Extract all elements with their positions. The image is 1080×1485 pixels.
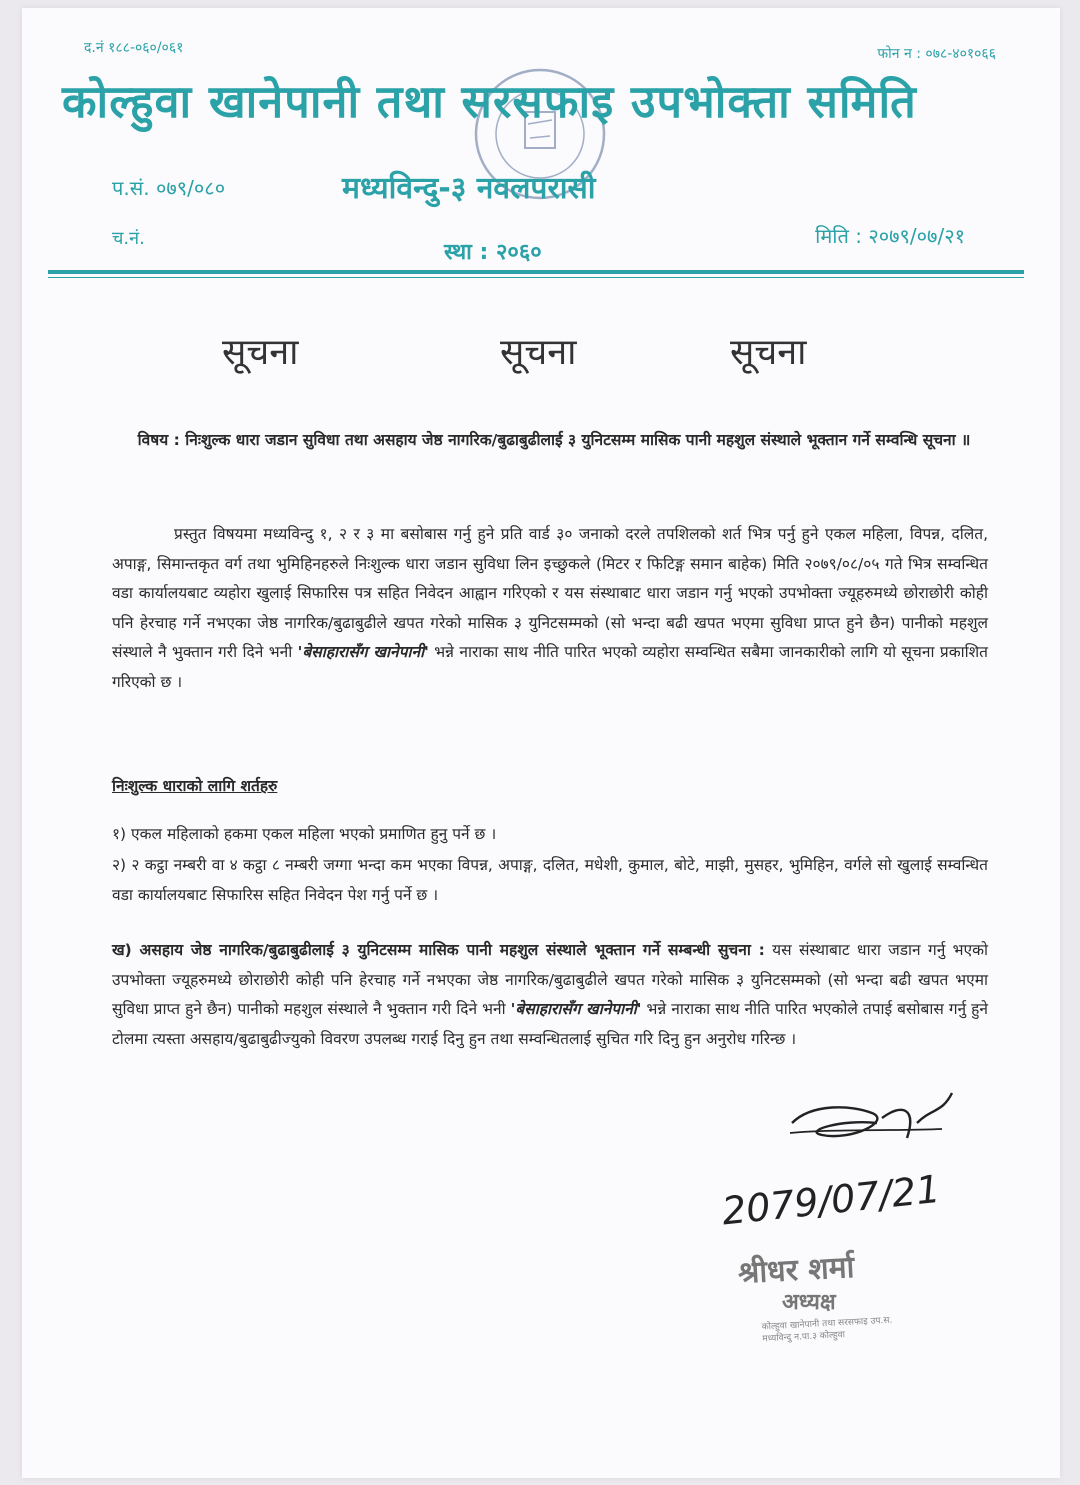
established-year: स्था : २०६०	[444, 240, 542, 265]
phone-number: फोन न : ०७८-४०१०६६	[877, 46, 996, 62]
organization-name: कोल्हुवा खानेपानी तथा सरसफाइ उपभोक्ता समिति	[62, 75, 917, 128]
signer-name: श्रीधर शर्मा	[737, 1249, 856, 1292]
registration-number: द.नं १८८-०६०/०६१	[84, 40, 184, 56]
dispatch-number: च.नं.	[112, 228, 145, 249]
slogan: 'बेसाहारासँग खानेपानी'	[297, 643, 429, 661]
conditions-title: निःशुल्क धाराको लागि शर्तहरु	[112, 777, 278, 795]
subject-line: विषय : निःशुल्क धारा जडान सुविधा तथा असहाय जेष्ठ नागरिक/बुढाबुढीलाई ३ युनिटसम्म मासिक पानी महशुल संस्थाले भूक्तान गर्ने सम्वन्धि सूचना ॥	[137, 431, 971, 449]
body-paragraph: प्रस्तुत विषयमा मध्यविन्दु १, २ र ३ मा बसोबास गर्नु हुने प्रति वार्ड ३० जनाको दरले तपशिलको शर्त भित्र पर्नु हुने एकल महिला, विपन्न, दलित, अपाङ्ग, सिमान्तकृत वर्ग तथा भुमिहिनहरुले निःशुल्क धारा जडान सुविधा लिन इच्छुकले (मिटर र फिटिङ्ग समान बाहेक) मिति २०७९/०८/०५ गते भित्र सम्वन्धित वडा कार्यालयबाट व्यहोरा खुलाई सिफारिस पत्र सहित निवेदन आह्वान गरिएको र यस संस्थाबाट धारा जडान गर्नु भएको उपभोक्ता ज्यूहरुमध्ये छोराछोरी कोही पनि हेरचाह गर्ने नभएका जेष्ठ नागरिक/बुढाबुढीले खपत गरेको मासिक ३ युनिटसम्मको (सो भन्दा बढी खपत भएमा सुविधा प्राप्त हुने छैन) पानीको महशुल संस्थाले नै भुक्तान गरी दिने भनी 'बेसाहारासँग खानेपानी' भन्ने नाराका साथ नीति पारित भएको व्यहोरा सम्वन्धित सबैमा जानकारीको लागि यो सूचना प्रकाशित गरिएको छ ।	[112, 525, 989, 691]
header-divider	[48, 270, 1024, 274]
signer-title: अध्यक्ष	[782, 1290, 836, 1315]
notice-heading: सूचना	[222, 332, 299, 373]
letter-page	[22, 8, 1060, 1478]
letter-date: मिति : २०७९/०७/२१	[815, 224, 965, 248]
organization-address: मध्यविन्दु-३ नवलपरासी	[342, 171, 596, 206]
body-paragraph: ख) असहाय जेष्ठ नागरिक/बुढाबुढीलाई ३ युनिटसम्म मासिक पानी महशुल संस्थाले भूक्तान गर्ने सम्बन्धी सुचना : यस संस्थाबाट धारा जडान गर्नु भएको उपभोक्ता ज्यूहरुमध्ये छोराछोरी कोही पनि हेरचाह गर्ने नभएका जेष्ठ नागरिक/बुढाबुढीले खपत गरेको मासिक ३ युनिटसम्मको (सो भन्दा बढी खपत भएमा सुविधा प्राप्त हुने छैन) पानीको महशुल संस्थाले नै भुक्तान गरी दिने भनी 'बेसाहारासँग खानेपानी' भन्ने नाराका साथ नीति पारित भएकोले तपाई बसोबास गर्नु हुने टोलमा त्यस्ता असहाय/बुढाबुढीज्युको विवरण उपलब्ध गराई दिनु हुन तथा सम्वन्धितलाई सुचित गरि दिनु हुन अनुरोध गरिन्छ ।	[112, 941, 988, 1048]
reference-number: प.सं. ०७९/०८०	[112, 176, 226, 200]
slogan: 'बेसाहारासँग खानेपानी'	[510, 1000, 642, 1018]
notice-heading: सूचना	[730, 332, 807, 373]
condition-item: १) एकल महिलाको हकमा एकल महिला भएको प्रमाणित हुनु पर्ने छ ।	[112, 825, 497, 843]
signer-stamp: कोल्हुवा खानेपानी तथा सरसफाइ उप.स. मध्यविन्दु न.पा.३ कोल्हुवा	[761, 1315, 893, 1345]
handwritten-date: 2079/07/21	[719, 1166, 943, 1234]
handwritten-signature-icon	[702, 1083, 1002, 1243]
condition-item: २) २ कट्ठा नम्बरी वा ४ कट्ठा ८ नम्बरी जग्गा भन्दा कम भएका विपन्न, अपाङ्ग, दलित, मधेशी, कुमाल, बोटे, माझी, मुसहर, भुमिहिन, वर्गले सो खुलाई सम्वन्धित वडा कार्यालयबाट सिफारिस सहित निवेदन पेश गर्नु पर्ने छ ।	[112, 856, 988, 904]
section-lead: ख) असहाय जेष्ठ नागरिक/बुढाबुढीलाई ३ युनिटसम्म मासिक पानी महशुल संस्थाले भूक्तान गर्ने सम्बन्धी सुचना :	[112, 941, 765, 959]
notice-heading: सूचना	[500, 332, 577, 373]
header-divider-thin	[48, 277, 1024, 278]
